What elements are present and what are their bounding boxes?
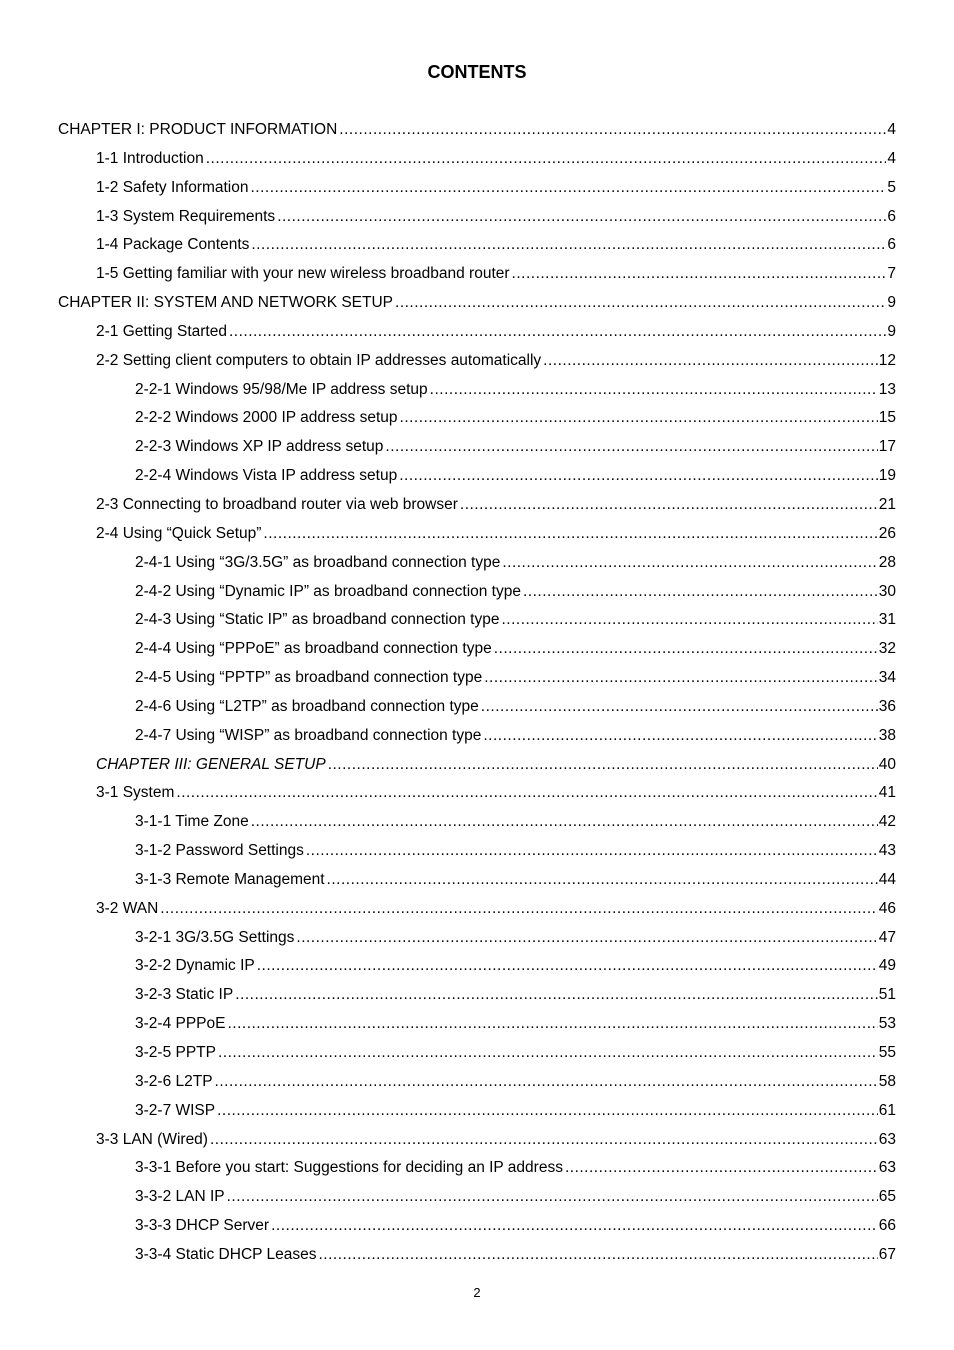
- toc-entry[interactable]: [58, 231, 896, 260]
- toc-entry-title: 3-1-1 Time Zone: [135, 813, 249, 831]
- toc-entry-page: 30: [878, 582, 896, 600]
- toc-dot-leader: [176, 779, 877, 808]
- toc-entry-title: 3-2-3 Static IP: [135, 986, 234, 1004]
- toc-dot-leader: [306, 837, 878, 866]
- toc-entry[interactable]: [58, 1212, 896, 1241]
- toc-entry[interactable]: [58, 260, 896, 289]
- toc-entry-title: 1-2 Safety Information: [96, 178, 249, 196]
- toc-entry-page: 6: [887, 236, 896, 254]
- toc-entry-page: 66: [878, 1217, 896, 1235]
- toc-entry[interactable]: [58, 116, 896, 145]
- toc-entry-title: 3-2-1 3G/3.5G Settings: [135, 928, 295, 946]
- toc-entry-title: CHAPTER I: PRODUCT INFORMATION: [58, 121, 338, 138]
- toc-dot-leader: [227, 1010, 877, 1039]
- toc-dot-leader: [319, 1241, 878, 1270]
- toc-entry-title: 2-4-2 Using “Dynamic IP” as broadband connection type: [135, 582, 521, 600]
- toc-entry-title: 2-2-2 Windows 2000 IP address setup: [135, 409, 398, 427]
- toc-entry-page: 19: [878, 467, 896, 485]
- toc-entry-title: 2-1 Getting Started: [96, 322, 227, 340]
- toc-entry-page: 41: [878, 784, 896, 802]
- toc-entry[interactable]: [58, 520, 896, 549]
- toc-entry[interactable]: [58, 491, 896, 520]
- toc-entry[interactable]: [58, 606, 896, 635]
- toc-entry-page: 12: [878, 351, 896, 369]
- toc-dot-leader: [229, 318, 886, 347]
- toc-entry[interactable]: [58, 549, 896, 578]
- toc-dot-leader: [206, 145, 887, 174]
- toc-entry[interactable]: [58, 1010, 896, 1039]
- toc-entry[interactable]: [58, 837, 896, 866]
- toc-entry-title: 2-2-3 Windows XP IP address setup: [135, 438, 384, 456]
- toc-entry[interactable]: [58, 693, 896, 722]
- toc-entry-page: 28: [878, 553, 896, 571]
- toc-entry[interactable]: [58, 1154, 896, 1183]
- toc-entry-page: 5: [887, 178, 896, 196]
- toc-entry[interactable]: [58, 289, 896, 318]
- toc-entry-page: 51: [878, 986, 896, 1004]
- toc-entry[interactable]: [58, 203, 896, 232]
- toc-entry-title: 2-2 Setting client computers to obtain IP addresses automatically: [96, 351, 542, 369]
- toc-dot-leader: [483, 722, 877, 751]
- toc-dot-leader: [328, 751, 878, 780]
- toc-entry-title: 2-4-6 Using “L2TP” as broadband connection type: [135, 697, 479, 715]
- toc-dot-leader: [512, 260, 887, 289]
- toc-entry-title: 2-4-5 Using “PPTP” as broadband connection type: [135, 669, 483, 687]
- toc-entry-page: 49: [878, 957, 896, 975]
- toc-dot-leader: [296, 924, 877, 953]
- toc-entry-title: 2-3 Connecting to broadband router via web browser: [96, 495, 458, 513]
- toc-entry[interactable]: [58, 779, 896, 808]
- toc-dot-leader: [277, 203, 886, 232]
- toc-dot-leader: [263, 520, 877, 549]
- toc-entry-page: 65: [878, 1188, 896, 1206]
- toc-entry[interactable]: [58, 145, 896, 174]
- toc-entry-page: 47: [878, 928, 896, 946]
- toc-entry[interactable]: [58, 433, 896, 462]
- toc-entry-page: 21: [878, 495, 896, 513]
- toc-dot-leader: [251, 174, 887, 203]
- toc-entry-title: 1-5 Getting familiar with your new wireless broadband router: [96, 265, 510, 283]
- toc-entry-page: 55: [878, 1044, 896, 1061]
- toc-entry[interactable]: [58, 318, 896, 347]
- toc-dot-leader: [251, 231, 886, 260]
- toc-entry-page: 32: [878, 640, 896, 658]
- toc-entry-title: 3-2-4 PPPoE: [135, 1015, 226, 1033]
- toc-entry-title: 2-4 Using “Quick Setup”: [96, 524, 262, 542]
- toc-entry[interactable]: [58, 1183, 896, 1212]
- toc-entry[interactable]: [58, 578, 896, 607]
- toc-entry[interactable]: [58, 981, 896, 1010]
- toc-entry-page: 9: [887, 294, 896, 312]
- toc-entry[interactable]: [58, 376, 896, 405]
- toc-dot-leader: [399, 462, 878, 491]
- toc-entry-title: 2-2-1 Windows 95/98/Me IP address setup: [135, 380, 428, 398]
- toc-dot-leader: [565, 1154, 878, 1183]
- toc-entry-page: 15: [878, 409, 896, 427]
- toc-entry-title: 3-2-7 WISP: [135, 1101, 216, 1119]
- toc-dot-leader: [235, 981, 878, 1010]
- toc-entry-page: 44: [878, 870, 896, 888]
- toc-entry[interactable]: [58, 635, 896, 664]
- toc-entry-title: 3-2-2 Dynamic IP: [135, 957, 255, 975]
- toc-entry-page: 58: [878, 1072, 896, 1090]
- toc-entry[interactable]: [58, 664, 896, 693]
- toc-entry-title: 3-3-4 Static DHCP Leases: [135, 1245, 317, 1263]
- toc-dot-leader: [227, 1183, 878, 1212]
- toc-entry-page: 42: [878, 813, 896, 831]
- toc-dot-leader: [494, 635, 878, 664]
- toc-entry-title: 3-1-2 Password Settings: [135, 842, 304, 860]
- toc-entry[interactable]: [58, 895, 896, 924]
- toc-entry-page: 4: [887, 121, 896, 138]
- toc-entry-page: 26: [878, 524, 896, 542]
- toc-entry[interactable]: [58, 1097, 896, 1126]
- toc-entry-title: 1-1 Introduction: [96, 149, 204, 167]
- toc-dot-leader: [501, 606, 877, 635]
- toc-dot-leader: [460, 491, 878, 520]
- toc-dot-leader: [217, 1097, 878, 1126]
- toc-entry-page: 13: [878, 380, 896, 398]
- toc-dot-leader: [215, 1068, 878, 1097]
- toc-entry-title: CHAPTER III: GENERAL SETUP: [96, 755, 326, 773]
- toc-entry-title: 3-2-5 PPTP: [135, 1044, 216, 1061]
- toc-entry[interactable]: [58, 347, 896, 376]
- toc-entry[interactable]: [58, 722, 896, 751]
- toc-dot-leader: [251, 808, 878, 837]
- toc-dot-leader: [400, 404, 878, 433]
- toc-dot-leader: [484, 664, 878, 693]
- toc-entry-title: 1-3 System Requirements: [96, 207, 276, 225]
- toc-entry-title: 2-4-4 Using “PPPoE” as broadband connection type: [135, 640, 492, 658]
- toc-entry-page: 4: [887, 149, 896, 167]
- toc-dot-leader: [271, 1212, 878, 1241]
- toc-entry-title: 3-1-3 Remote Management: [135, 870, 325, 888]
- toc-entry-title: 3-3-3 DHCP Server: [135, 1217, 270, 1235]
- table-of-contents: [58, 116, 896, 1270]
- toc-entry-page: 34: [878, 669, 896, 687]
- toc-entry[interactable]: [58, 1068, 896, 1097]
- toc-dot-leader: [543, 347, 878, 376]
- toc-entry-page: 38: [878, 726, 896, 744]
- toc-entry[interactable]: [58, 462, 896, 491]
- toc-entry[interactable]: [58, 866, 896, 895]
- toc-entry[interactable]: [58, 1126, 896, 1155]
- toc-entry-title: 1-4 Package Contents: [96, 236, 250, 254]
- toc-entry-page: 31: [878, 611, 896, 629]
- toc-entry[interactable]: [58, 174, 896, 203]
- toc-dot-leader: [395, 289, 886, 318]
- toc-entry-page: 46: [878, 899, 896, 917]
- toc-dot-leader: [523, 578, 878, 607]
- toc-dot-leader: [339, 116, 886, 145]
- toc-entry-page: 61: [878, 1101, 896, 1119]
- toc-entry-title: 2-4-1 Using “3G/3.5G” as broadband connection type: [135, 553, 501, 571]
- toc-entry[interactable]: [58, 924, 896, 953]
- toc-dot-leader: [218, 1039, 878, 1068]
- toc-entry-page: 9: [887, 322, 896, 340]
- toc-entry-title: 2-4-3 Using “Static IP” as broadband connection type: [135, 611, 500, 629]
- toc-entry-page: 43: [878, 842, 896, 860]
- toc-dot-leader: [327, 866, 878, 895]
- toc-entry-title: 2-4-7 Using “WISP” as broadband connection type: [135, 726, 482, 744]
- toc-entry-title: 3-2 WAN: [96, 899, 159, 917]
- toc-entry[interactable]: [58, 751, 896, 780]
- toc-entry-title: 3-2-6 L2TP: [135, 1072, 213, 1090]
- toc-entry[interactable]: [58, 952, 896, 981]
- toc-entry-page: 63: [878, 1130, 896, 1148]
- toc-dot-leader: [210, 1126, 878, 1155]
- page-title: CONTENTS: [427, 62, 527, 82]
- toc-entry-title: 3-3-2 LAN IP: [135, 1188, 225, 1206]
- toc-entry[interactable]: [58, 404, 896, 433]
- toc-entry-page: 7: [887, 265, 896, 283]
- toc-dot-leader: [502, 549, 877, 578]
- toc-entry[interactable]: [58, 1039, 896, 1068]
- toc-entry-page: 6: [887, 207, 896, 225]
- toc-dot-leader: [481, 693, 878, 722]
- toc-entry-title: 3-1 System: [96, 784, 175, 802]
- toc-dot-leader: [385, 433, 877, 462]
- toc-entry-page: 63: [878, 1159, 896, 1177]
- toc-entry-page: 67: [878, 1245, 896, 1263]
- toc-entry-title: 3-3 LAN (Wired): [96, 1130, 208, 1148]
- toc-entry[interactable]: [58, 808, 896, 837]
- toc-entry-page: 40: [878, 755, 896, 773]
- toc-entry[interactable]: [58, 1241, 896, 1270]
- toc-dot-leader: [160, 895, 877, 924]
- toc-entry-title: CHAPTER II: SYSTEM AND NETWORK SETUP: [58, 294, 394, 312]
- toc-entry-title: 2-2-4 Windows Vista IP address setup: [135, 467, 398, 485]
- toc-dot-leader: [257, 952, 878, 981]
- toc-entry-page: 17: [878, 438, 896, 456]
- toc-dot-leader: [430, 376, 878, 405]
- toc-entry-page: 36: [878, 697, 896, 715]
- page-number: 2: [473, 1285, 481, 1300]
- toc-entry-title: 3-3-1 Before you start: Suggestions for deciding an IP address: [135, 1159, 563, 1177]
- toc-entry-page: 53: [878, 1015, 896, 1033]
